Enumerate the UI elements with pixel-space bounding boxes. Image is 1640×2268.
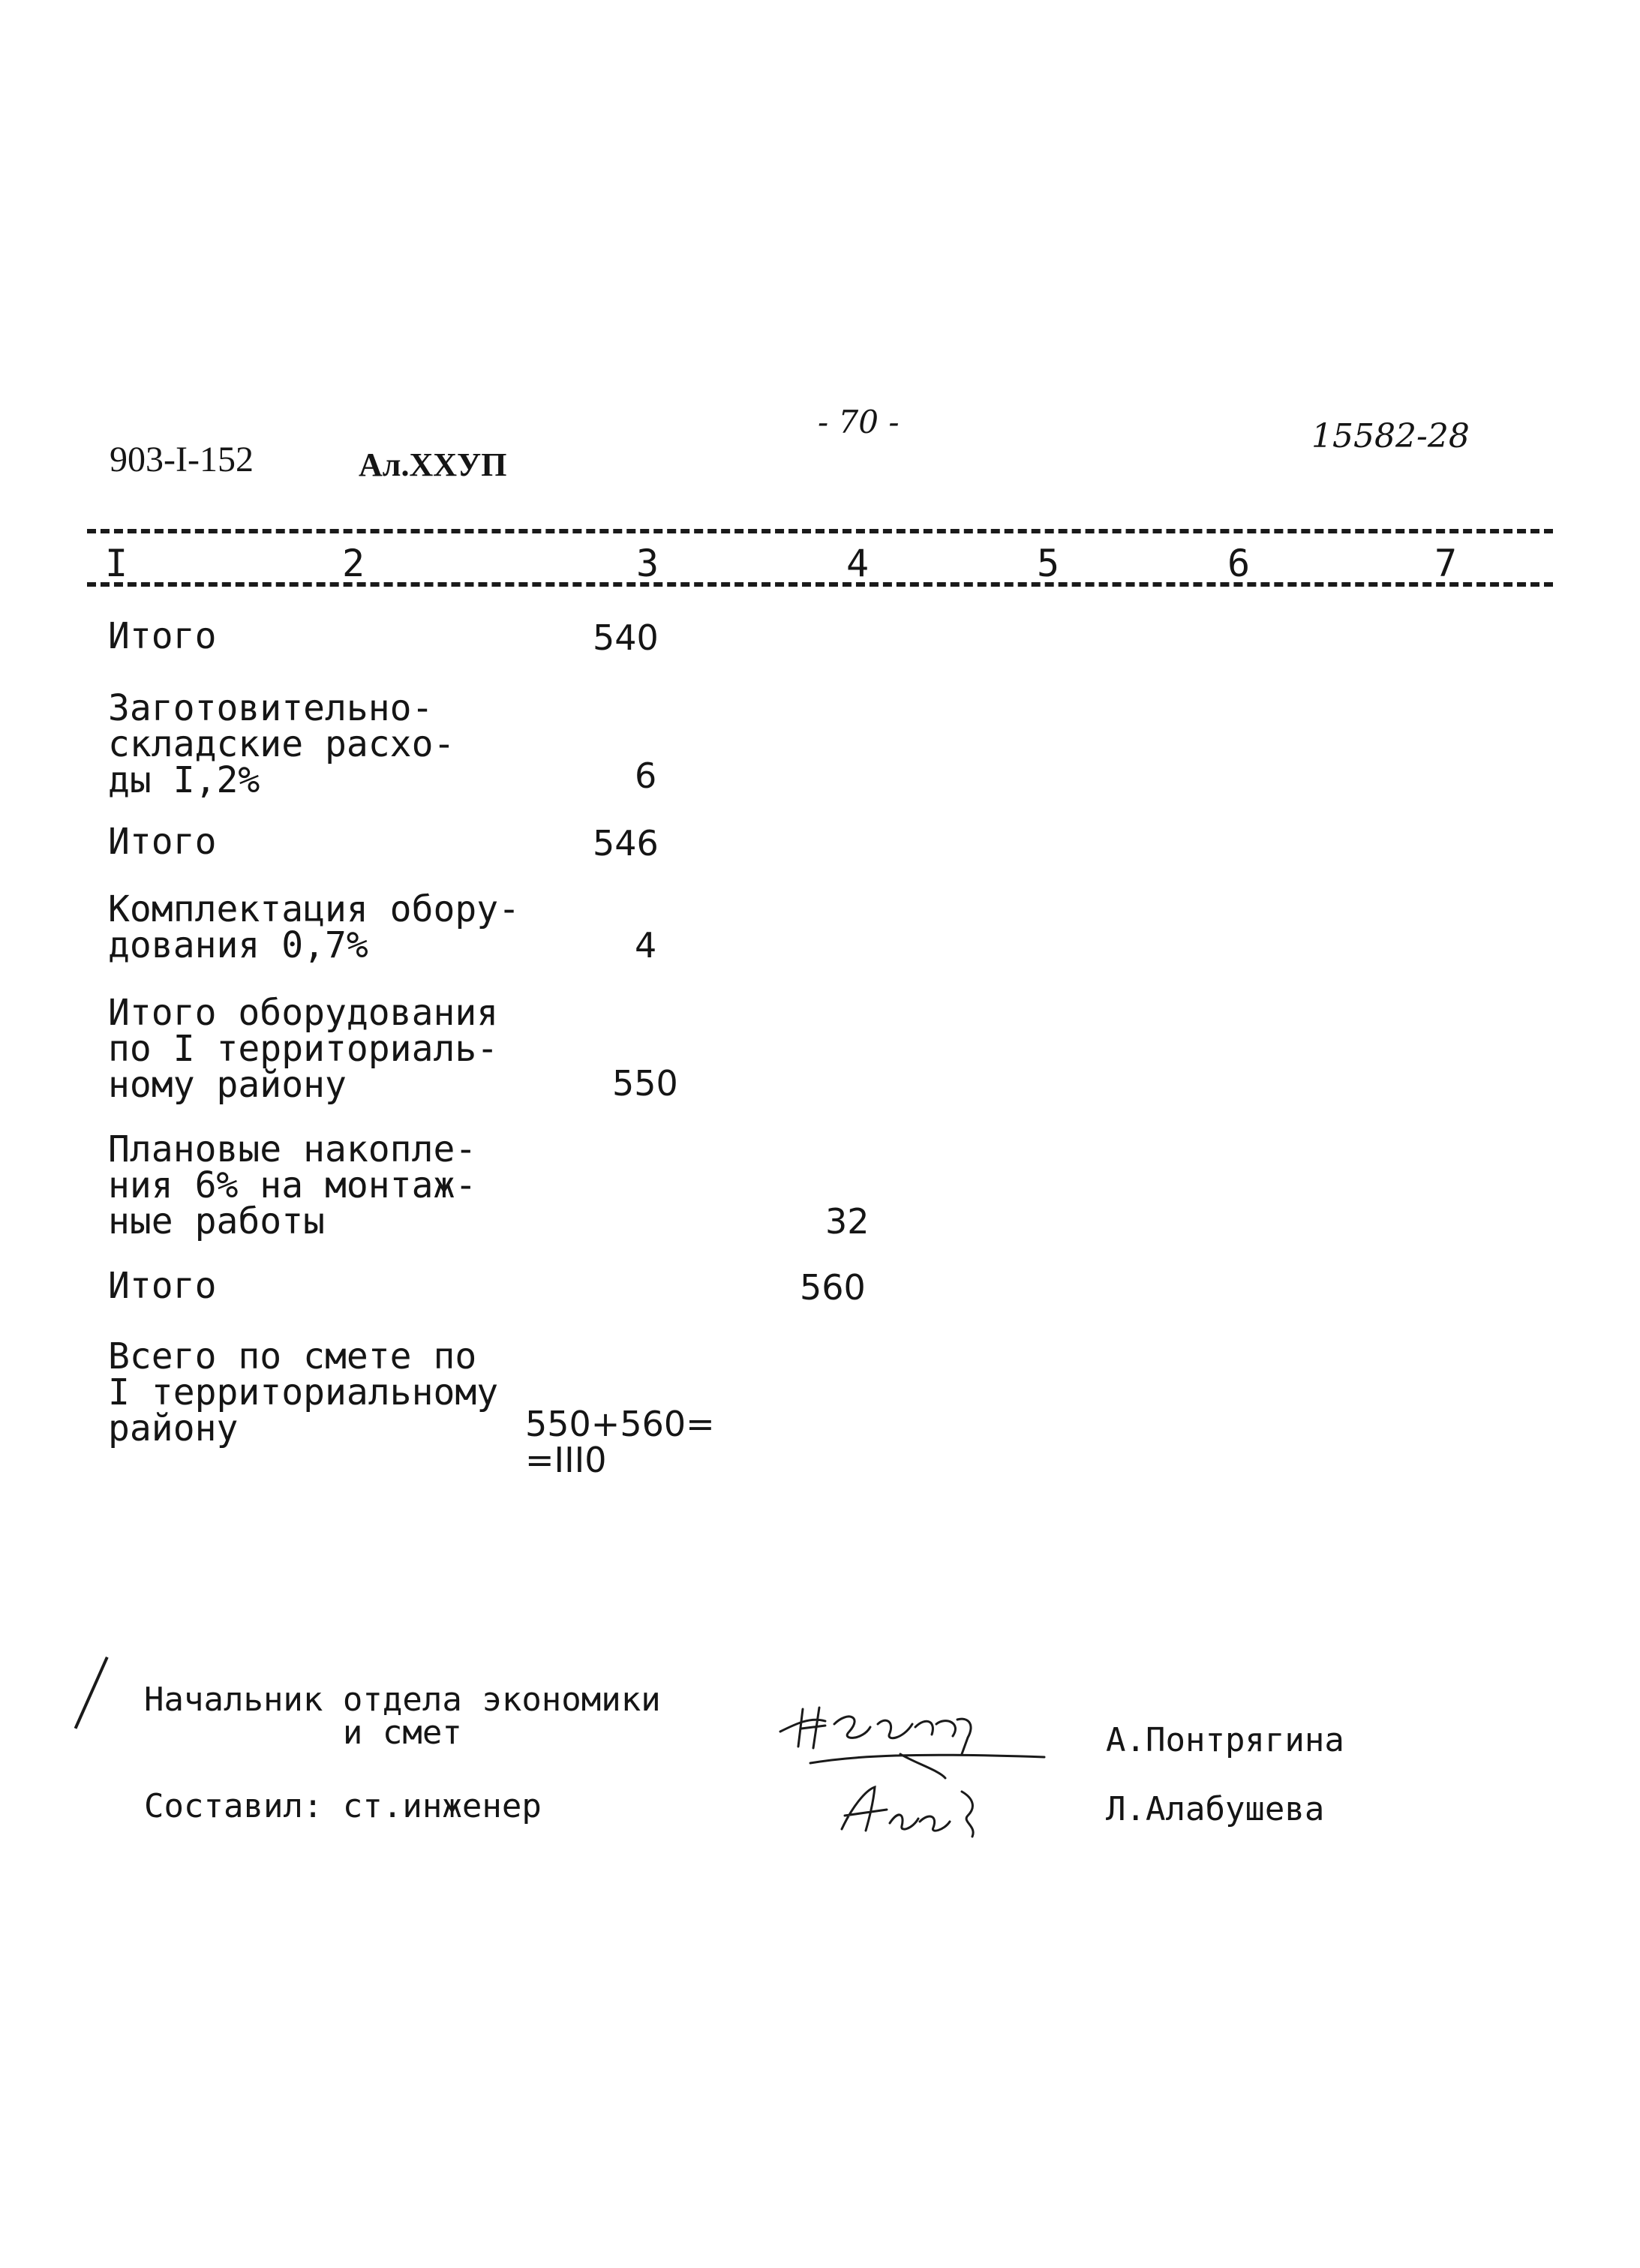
row-label: Итого xyxy=(108,1265,217,1307)
head-signature xyxy=(765,1694,1050,1784)
project-code: 903-I-152 xyxy=(110,440,254,479)
row-label: Всего по смете по I территориальному району xyxy=(108,1335,499,1449)
row-label: Заготовительно- складские расхо- ды I,2% xyxy=(108,687,455,801)
row-value-col4: 560 xyxy=(800,1267,866,1308)
column-number-3: 3 xyxy=(636,542,659,585)
row-value-col3: 540 xyxy=(593,617,659,658)
row-value-col3: 546 xyxy=(593,823,659,864)
head-name: А.Понтрягина xyxy=(1106,1721,1344,1759)
margin-slash-mark xyxy=(74,1657,109,1729)
row-label: Итого xyxy=(108,821,217,863)
row-label: Комплектация обору- дования 0,7% xyxy=(108,888,521,966)
column-number-5: 5 xyxy=(1037,542,1060,585)
row-label: Итого оборудования по I территориаль- ному району xyxy=(108,992,499,1106)
compiler-signature xyxy=(830,1777,995,1844)
header-rule-bottom xyxy=(87,582,1553,587)
row-value-col3: 4 xyxy=(635,925,657,966)
compiler-name: Л.Алабушева xyxy=(1106,1790,1325,1828)
album-number: Ал.XXУП xyxy=(359,446,507,483)
compiler-title: Составил: ст.инженер xyxy=(144,1787,542,1825)
column-number-7: 7 xyxy=(1434,542,1458,585)
sheet-id: 15582-28 xyxy=(1311,417,1470,455)
row-label: Итого xyxy=(108,615,217,657)
header-rule-top xyxy=(87,529,1553,533)
column-number-4: 4 xyxy=(846,542,870,585)
row-value-col3: 6 xyxy=(635,755,657,796)
row-value-col3: 550 xyxy=(612,1063,678,1104)
head-of-department-title: Начальник отдела экономики и смет xyxy=(144,1681,661,1752)
column-number-6: 6 xyxy=(1227,542,1251,585)
row-label: Плановые накопле- ния 6% на монтаж- ные работы xyxy=(108,1128,477,1242)
page-number: - 70 - xyxy=(818,404,900,440)
column-number-2: 2 xyxy=(342,542,365,585)
row-value-col3-total: 550+560= =III0 xyxy=(525,1404,715,1480)
row-value-col4: 32 xyxy=(825,1201,870,1242)
column-number-1: I xyxy=(105,542,128,585)
